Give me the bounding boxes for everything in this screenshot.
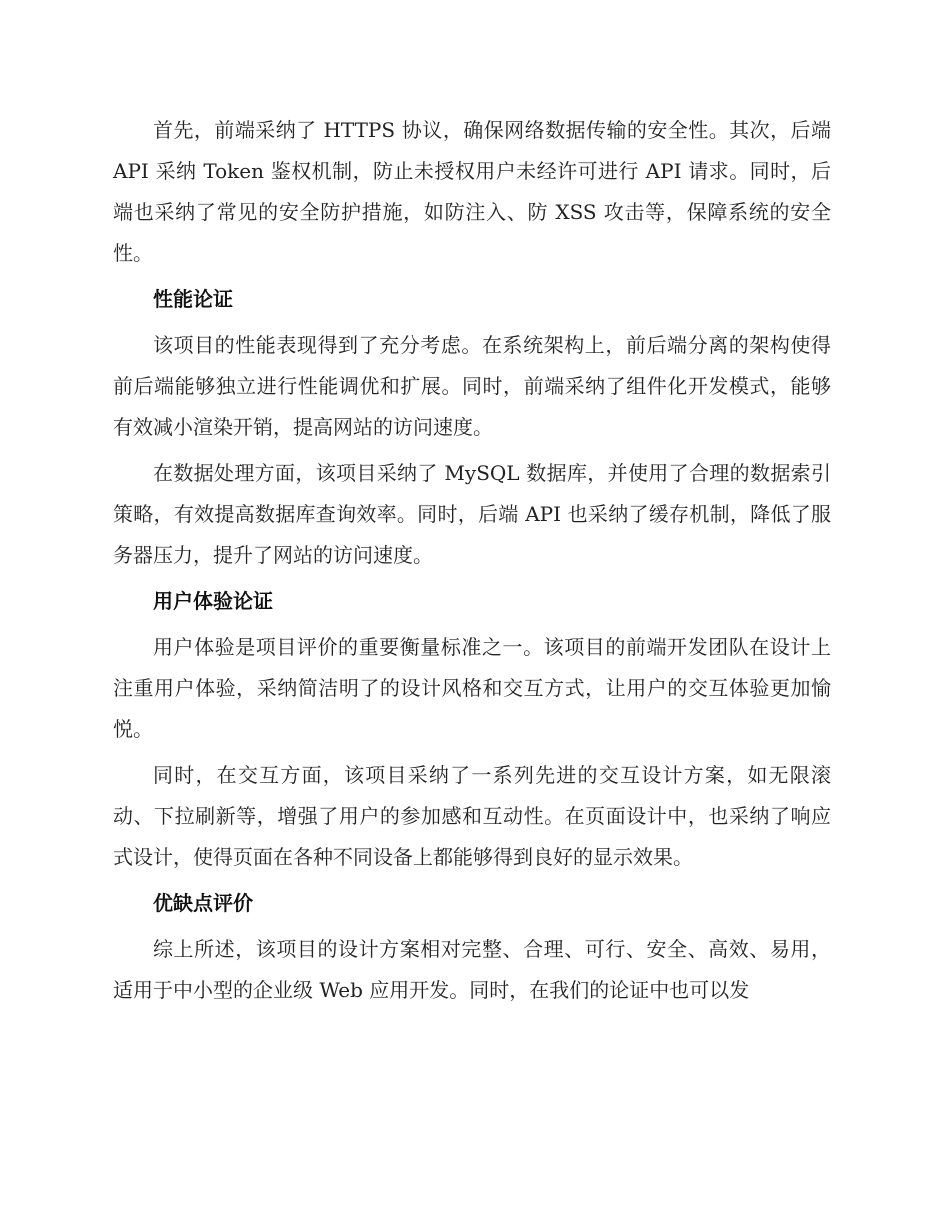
user-experience-paragraph-2: 同时，在交互方面，该项目采纳了一系列先进的交互设计方案，如无限滚动、下拉刷新等，增强了用户的参加感和互动性。在页面设计中，也采纳了响应式设计，使得页面在各种不同设备上都能够得到良好的显示效果。	[113, 763, 831, 869]
user-experience-paragraph-1: 用户体验是项目评价的重要衡量标准之一。该项目的前端开发团队在设计上注重用户体验，采纳简洁明了的设计风格和交互方式，让用户的交互体验更加愉悦。	[113, 635, 831, 741]
security-paragraph: 首先，前端采纳了 HTTPS 协议，确保网络数据传输的安全性。其次，后端 API 采纳 Token 鉴权机制，防止未授权用户未经许可进行 API 请求。同时，后端也采纳了常见的安全防护措施，如防注入、防 XSS 攻击等，保障系统的安全性。	[113, 118, 831, 265]
section-heading-evaluation: 优缺点评价	[153, 891, 253, 915]
section-heading-user-experience: 用户体验论证	[153, 589, 273, 613]
section-heading-performance: 性能论证	[153, 287, 233, 311]
document-body	[113, 110, 831, 1016]
performance-paragraph-1: 该项目的性能表现得到了充分考虑。在系统架构上，前后端分离的架构使得前后端能够独立进行性能调优和扩展。同时，前端采纳了组件化开发模式，能够有效减小渲染开销，提高网站的访问速度。	[113, 333, 831, 439]
evaluation-paragraph: 综上所述，该项目的设计方案相对完整、合理、可行、安全、高效、易用，适用于中小型的企业级 Web 应用开发。同时，在我们的论证中也可以发	[113, 937, 831, 1002]
performance-paragraph-2: 在数据处理方面，该项目采纳了 MySQL 数据库，并使用了合理的数据索引策略，有效提高数据库查询效率。同时，后端 API 也采纳了缓存机制，降低了服务器压力，提升了网站的访问速度。	[113, 461, 831, 567]
